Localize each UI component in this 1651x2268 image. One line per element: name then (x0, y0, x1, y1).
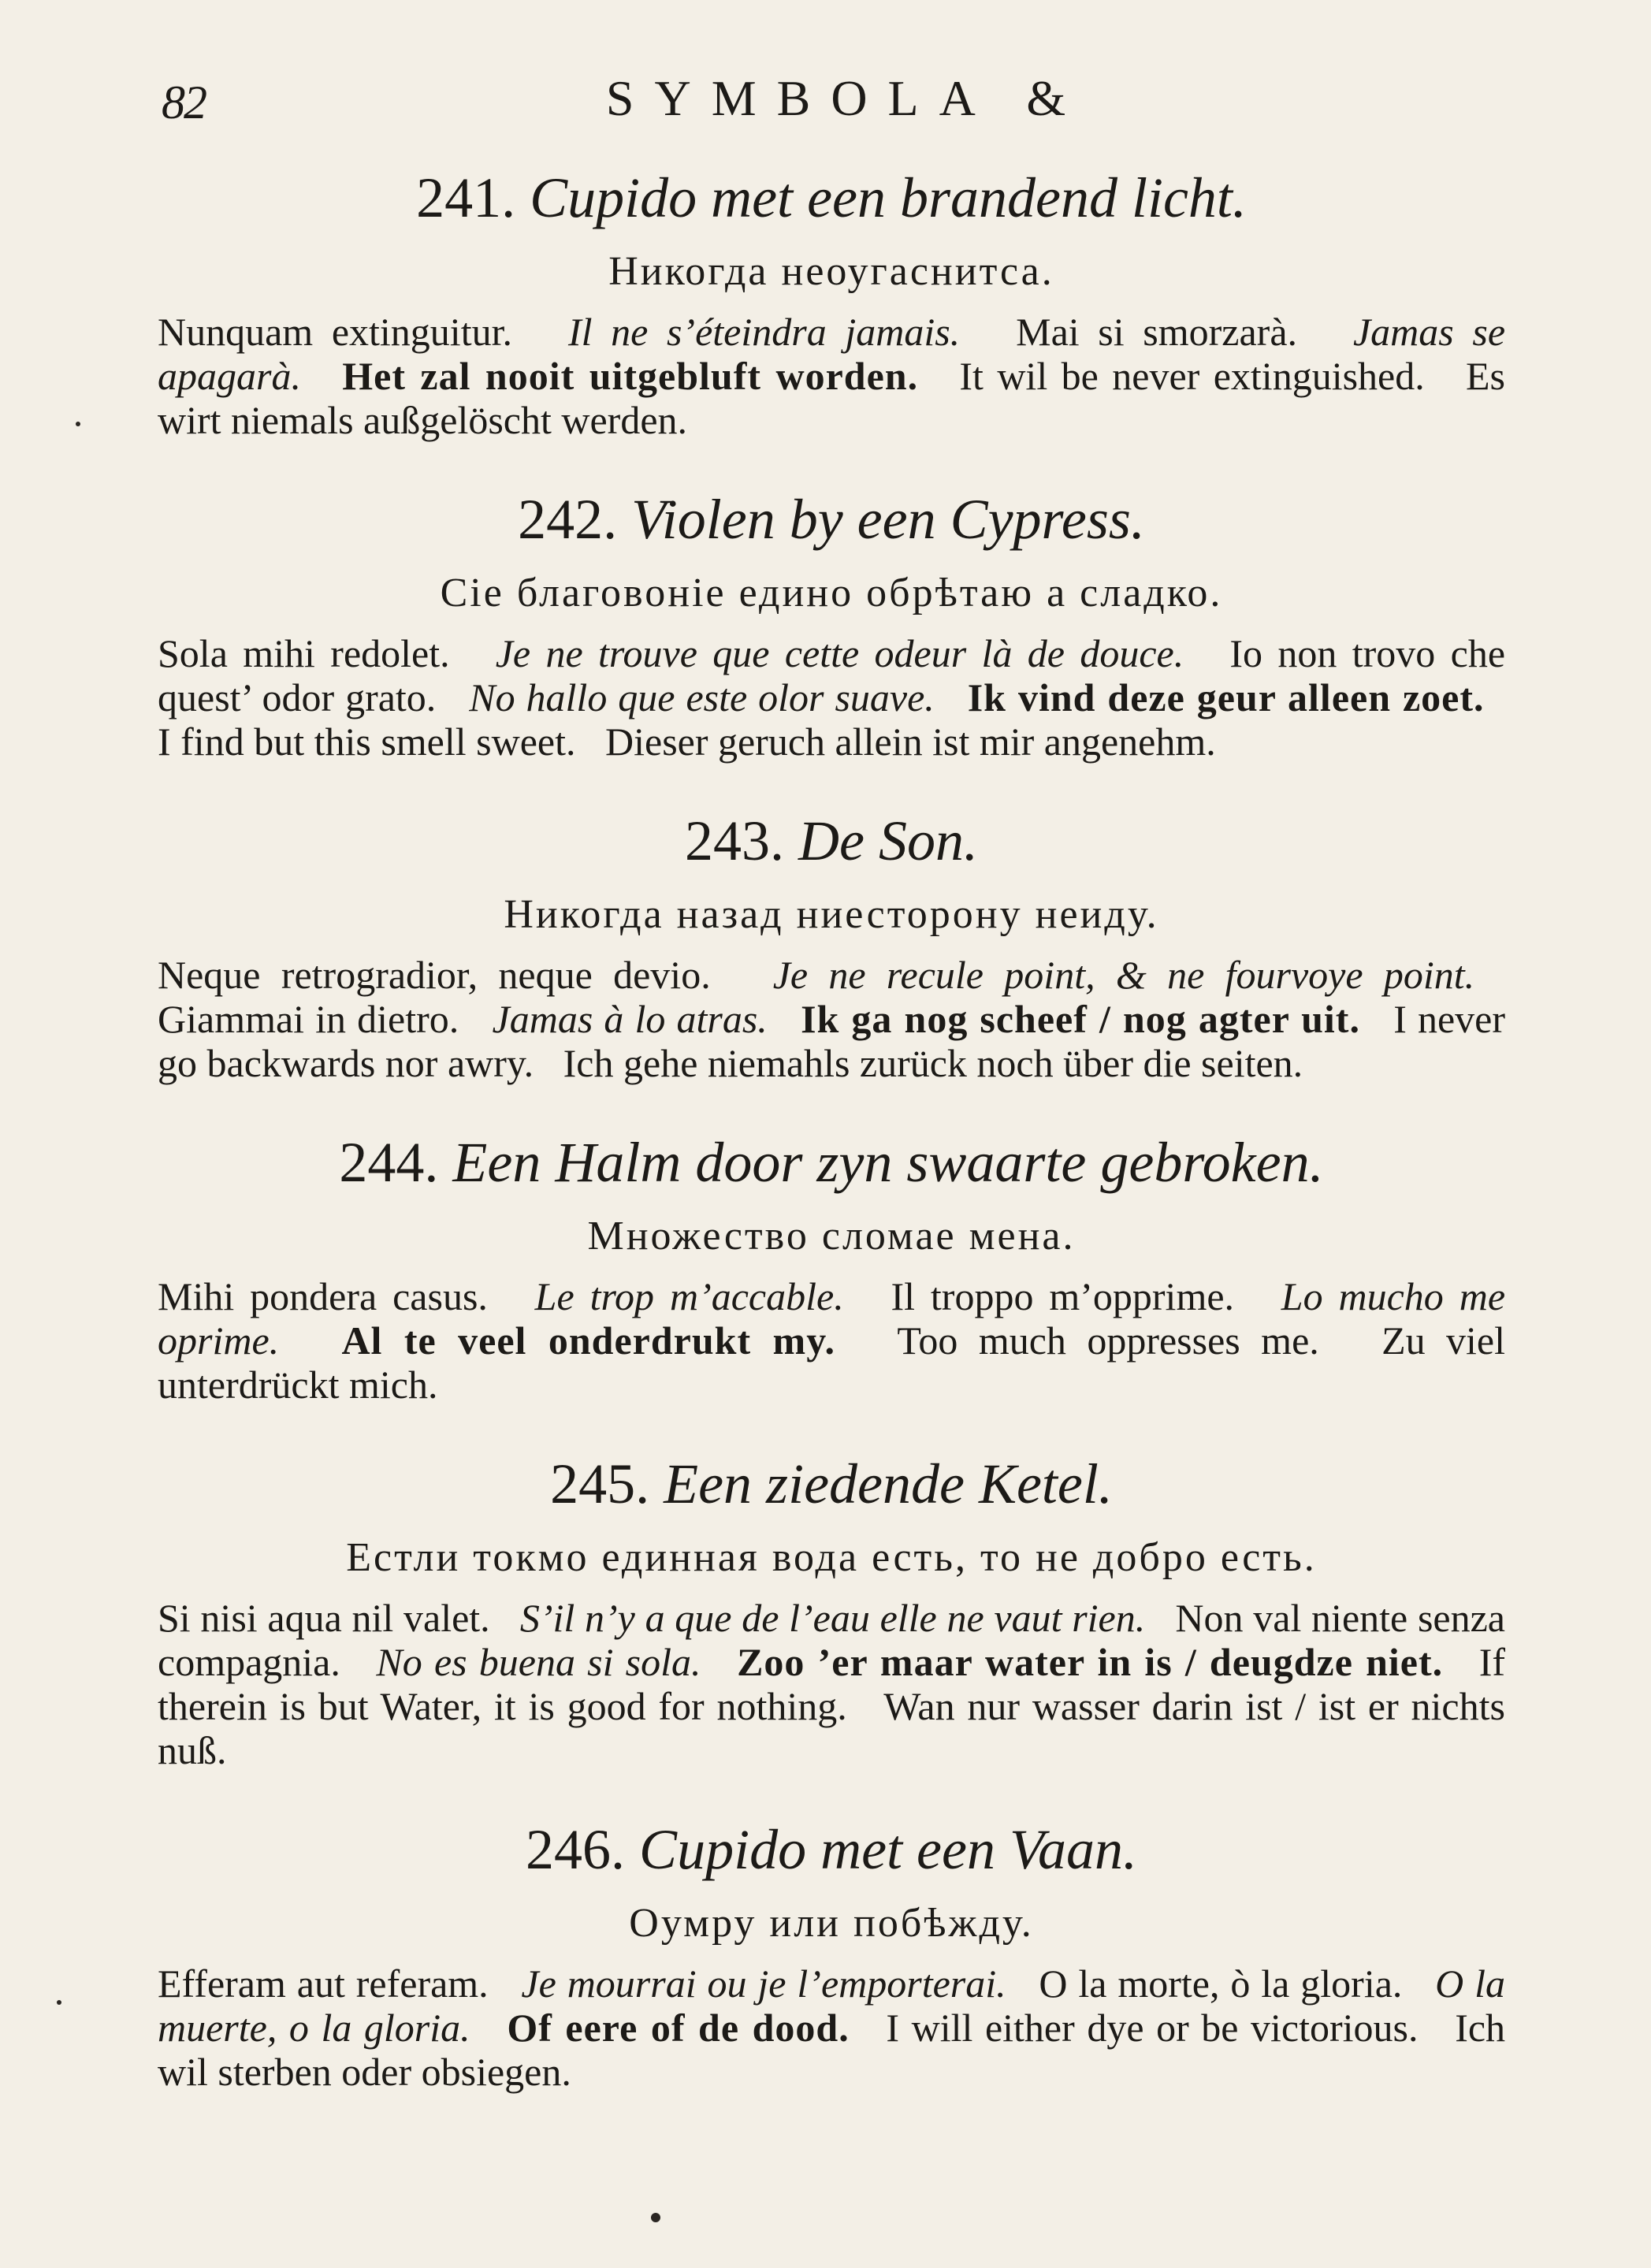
emblem-title-text: Een Halm door zyn swaarte gebroken. (452, 1131, 1324, 1194)
ink-speck (76, 422, 80, 426)
emblem-motto: Естли токмо единная вода есть, то не добро есть. (346, 1535, 1317, 1580)
german-text: Zu viel unterdrückt mich. (158, 1318, 1506, 1407)
emblem-number: 244. (339, 1131, 439, 1194)
english-text: It wil be never extinguished. (959, 354, 1425, 398)
german-text: Es wirt niemals außgelöscht werden. (158, 354, 1506, 442)
emblem-title-text: Violen by een Cypress. (631, 488, 1145, 551)
emblem-title-text: De Son. (798, 809, 978, 872)
french-text: Je ne recule point, & ne fourvoye point. (772, 953, 1475, 997)
french-text: Il ne s’éteindra jamais. (567, 310, 961, 354)
emblem-title (158, 805, 1505, 877)
emblem-motto: Оумру или побѣжду. (629, 1901, 1034, 1946)
french-text: Je ne trouve que cette odeur là de douce. (495, 631, 1184, 675)
german-text: Ich gehe niemahls zurück noch über die seiten. (563, 1041, 1303, 1085)
emblem-title (158, 483, 1505, 556)
english-text: I find but this smell sweet. (158, 719, 576, 764)
emblem-title (158, 1448, 1505, 1520)
dutch-text: Ik vind deze geur alleen zoet. (967, 675, 1485, 719)
emblem-list (158, 162, 1505, 2135)
emblem-entry-243 (158, 805, 1505, 1085)
french-text: Le trop m’accable. (534, 1274, 844, 1318)
emblem-entry-242 (158, 483, 1505, 764)
running-title: SYMBOLA & (605, 70, 1087, 126)
emblem-entry-246 (158, 1813, 1505, 2094)
italian-text: O la morte, ò la gloria. (1039, 1961, 1403, 2006)
emblem-translations (158, 1961, 1505, 2094)
dutch-text: Of eere of de dood. (507, 2006, 850, 2050)
italian-text: Mai si smorzarà. (1016, 310, 1298, 354)
latin-text: Efferam aut referam. (158, 1961, 489, 2006)
italian-text: Il troppo m’opprime. (891, 1274, 1235, 1318)
latin-text: Nunquam extinguitur. (158, 310, 512, 354)
emblem-translations (158, 1274, 1505, 1407)
german-text: Ich wil sterben oder obsiegen. (158, 2006, 1506, 2094)
french-text: Je mourrai ou je l’emporterai. (521, 1961, 1006, 2006)
spanish-text: No es buena si sola. (376, 1640, 701, 1684)
ink-speck (651, 2213, 660, 2222)
german-text: Dieser geruch allein ist mir angenehm. (605, 719, 1216, 764)
italian-text: Giammai in dietro. (158, 997, 459, 1041)
emblem-entry-241 (158, 162, 1505, 442)
emblem-number: 242. (518, 488, 618, 551)
dutch-text: Het zal nooit uitgebluft worden. (342, 354, 919, 398)
emblem-entry-245 (158, 1448, 1505, 1772)
spanish-text: O la muerte, o la gloria. (158, 1961, 1506, 2050)
spanish-text: Lo mucho me oprime. (158, 1274, 1506, 1363)
emblem-number: 245. (550, 1452, 650, 1515)
spanish-text: Jamas à lo atras. (492, 997, 768, 1041)
dutch-text: Zoo ’er maar water in is / deugdze niet. (737, 1640, 1444, 1684)
spanish-text: Jamas se apagarà. (158, 310, 1506, 398)
english-text: I will either dye or be victorious. (886, 2006, 1419, 2050)
emblem-title-text: Cupido met een brandend licht. (530, 166, 1247, 229)
dutch-text: Ik ga nog scheef / nog agter uit. (801, 997, 1360, 1041)
emblem-title (158, 1813, 1505, 1886)
italian-text: Io non trovo che quest’ odor grato. (158, 631, 1506, 719)
english-text: Too much oppresses me. (897, 1318, 1319, 1363)
dutch-text: Al te veel onderdrukt my. (341, 1318, 835, 1363)
emblem-motto: Сіе благовоніе едино обрѣтаю а сладко. (440, 571, 1223, 615)
emblem-motto: Никогда назад ниесторону неиду. (504, 892, 1159, 937)
emblem-motto: Множество сломае мена. (587, 1214, 1076, 1259)
emblem-translations (158, 631, 1505, 764)
italian-text: Non val niente senza compagnia. (158, 1596, 1505, 1684)
emblem-translations (158, 953, 1505, 1085)
latin-text: Sola mihi redolet. (158, 631, 450, 675)
latin-text: Si nisi aqua nil valet. (158, 1596, 490, 1640)
spanish-text: No hallo que este olor suave. (469, 675, 935, 719)
emblem-title (158, 1126, 1505, 1199)
emblem-motto: Никогда неоугаснитса. (608, 249, 1054, 294)
latin-text: Neque retrogradior, neque devio. (158, 953, 711, 997)
emblem-entry-244 (158, 1126, 1505, 1407)
german-text: Wan nur wasser darin ist / ist er nichts nuß. (158, 1684, 1505, 1772)
emblem-translations (158, 1596, 1505, 1772)
emblem-number: 246. (526, 1818, 626, 1881)
emblem-title-text: Een ziedende Ketel. (664, 1452, 1113, 1515)
emblem-translations (158, 310, 1505, 442)
page-number: 82 (162, 76, 206, 128)
latin-text: Mihi pondera casus. (158, 1274, 488, 1318)
page-header (0, 69, 1651, 132)
french-text: S’il n’y a que de l’eau elle ne vaut rien. (519, 1596, 1146, 1640)
english-text: If therein is but Water, it is good for nothing. (158, 1640, 1506, 1728)
emblem-number: 243. (685, 809, 785, 872)
emblem-title-text: Cupido met een Vaan. (639, 1818, 1137, 1881)
ink-speck (57, 2000, 61, 2005)
english-text: I never go backwards nor awry. (158, 997, 1506, 1085)
emblem-title (158, 162, 1505, 234)
emblem-number: 241. (416, 166, 516, 229)
